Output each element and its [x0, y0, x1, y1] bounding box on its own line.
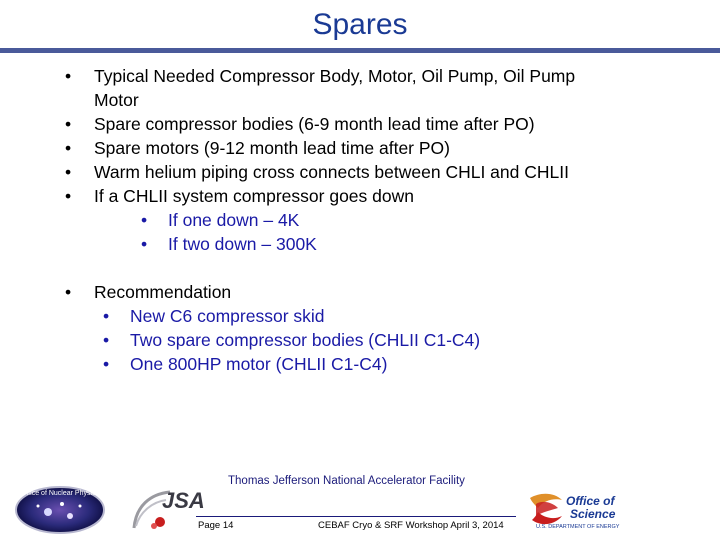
sub-bullet-text: If two down – 300K — [168, 234, 317, 254]
jsa-logo — [126, 486, 205, 534]
bullet-text: Spare compressor bodies (6-9 month lead time after PO) — [94, 114, 535, 134]
sub-bullet-marker: • — [141, 210, 148, 230]
recommendation-item: New C6 compressor skid — [130, 306, 325, 326]
nuclear-physics-logo-text: Office of Nuclear Physics — [20, 490, 100, 497]
footer-org-name: Thomas Jefferson National Accelerator Facility — [228, 475, 465, 487]
bullet-marker: • — [65, 162, 72, 182]
sub-bullet-text: If one down – 4K — [168, 210, 300, 230]
title-rule — [0, 48, 720, 53]
sub-bullet-marker: • — [103, 306, 110, 326]
footer-rule — [196, 516, 516, 517]
bullet-text-continued: Motor — [94, 90, 139, 110]
recommendation-item: Two spare compressor bodies (CHLII C1-C4) — [130, 330, 481, 350]
bullet-marker: • — [65, 138, 72, 158]
jsa-logo-text: JSA — [162, 488, 205, 513]
sub-bullet-marker: • — [103, 330, 110, 350]
footer-page-number: Page 14 — [198, 520, 234, 531]
footer-event: CEBAF Cryo & SRF Workshop April 3, 2014 — [318, 520, 504, 531]
bullet-text: Spare motors (9-12 month lead time after PO) — [94, 138, 450, 158]
office-of-science-logo — [526, 490, 644, 530]
science-logo-line2: Science — [570, 507, 616, 521]
bullet-marker: • — [65, 66, 72, 86]
page-title: Spares — [312, 8, 408, 41]
bullet-marker: • — [65, 114, 72, 134]
bullet-text: Warm helium piping cross connects between CHLI and CHLII — [94, 162, 569, 182]
recommendation-item: One 800HP motor (CHLII C1-C4) — [130, 354, 388, 374]
bullet-text: Typical Needed Compressor Body, Motor, Oil Pump, Oil Pump — [94, 66, 576, 86]
sub-bullet-marker: • — [103, 354, 110, 374]
bullet-marker: • — [65, 282, 72, 302]
science-logo-line1: Office of — [566, 494, 615, 508]
sub-bullet-marker: • — [141, 234, 148, 254]
bullet-text: If a CHLII system compressor goes down — [94, 186, 414, 206]
office-nuclear-physics-logo — [14, 482, 106, 534]
bullet-marker: • — [65, 186, 72, 206]
science-logo-line3: U.S. DEPARTMENT OF ENERGY — [536, 524, 620, 530]
recommendation-heading: Recommendation — [94, 282, 232, 302]
